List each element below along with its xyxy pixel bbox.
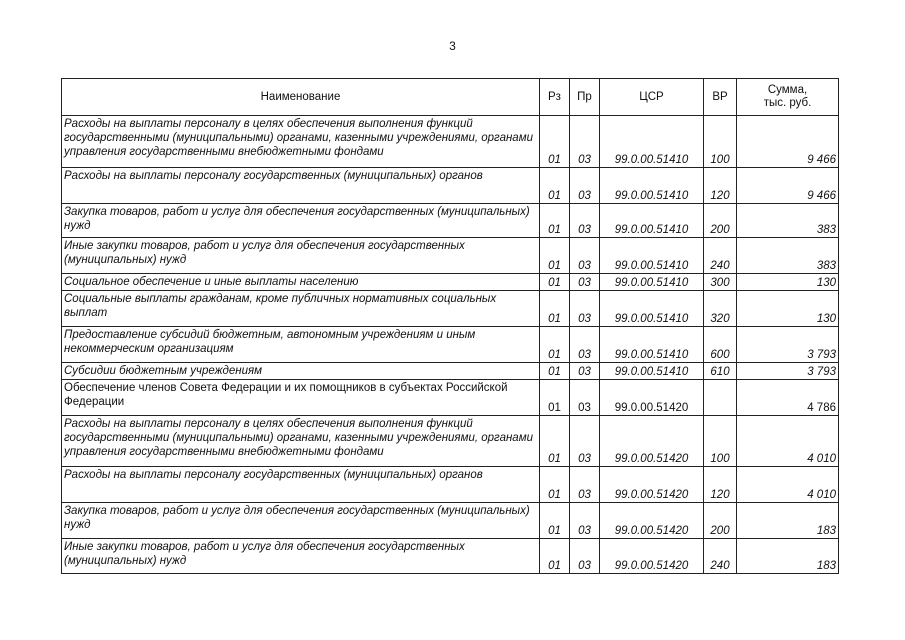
row-pr: 03 (570, 363, 600, 380)
row-sum: 4 010 (737, 416, 839, 467)
row-rz: 01 (540, 291, 570, 327)
row-vr: 120 (704, 168, 737, 204)
row-csr: 99.0.00.51410 (600, 116, 704, 168)
row-name: Иные закупки товаров, работ и услуг для обеспечения государственных (муниципальных) нужд (62, 238, 540, 274)
row-csr: 99.0.00.51410 (600, 204, 704, 238)
row-sum: 3 793 (737, 327, 839, 363)
header-name: Наименование (62, 79, 540, 116)
row-sum: 130 (737, 274, 839, 291)
row-pr: 03 (570, 539, 600, 574)
row-vr: 100 (704, 416, 737, 467)
row-csr: 99.0.00.51420 (600, 539, 704, 574)
row-sum: 9 466 (737, 168, 839, 204)
row-name: Расходы на выплаты персоналу в целях обеспечения выполнения функций государственными (муниципальными) органами, казенными учреждениями, органами управления государственными внебюджетными фондами (62, 116, 540, 168)
header-vr: ВР (704, 79, 737, 116)
row-vr: 120 (704, 467, 737, 503)
row-pr: 03 (570, 204, 600, 238)
row-vr: 200 (704, 503, 737, 539)
row-name: Расходы на выплаты персоналу государственных (муниципальных) органов (62, 168, 540, 204)
row-rz: 01 (540, 204, 570, 238)
row-name: Расходы на выплаты персоналу государственных (муниципальных) органов (62, 467, 540, 503)
row-name: Социальное обеспечение и иные выплаты населению (62, 274, 540, 291)
row-vr: 100 (704, 116, 737, 168)
row-sum: 9 466 (737, 116, 839, 168)
row-csr: 99.0.00.51420 (600, 467, 704, 503)
header-rz: Рз (540, 79, 570, 116)
row-pr: 03 (570, 238, 600, 274)
row-name: Расходы на выплаты персоналу в целях обеспечения выполнения функций государственными (муниципальными) органами, казенными учреждениями, органами управления государственными внебюджетными фондами (62, 416, 540, 467)
table-row (62, 380, 839, 416)
table-row (62, 363, 839, 380)
row-csr: 99.0.00.51410 (600, 168, 704, 204)
row-vr: 600 (704, 327, 737, 363)
row-rz: 01 (540, 503, 570, 539)
row-pr: 03 (570, 291, 600, 327)
table-row (62, 327, 839, 363)
row-sum: 3 793 (737, 363, 839, 380)
row-name: Предоставление субсидий бюджетным, автономным учреждениям и иным некоммерческим организациям (62, 327, 540, 363)
header-sum-line1: Сумма, (767, 84, 808, 96)
row-csr: 99.0.00.51410 (600, 291, 704, 327)
row-sum: 4 786 (737, 380, 839, 416)
table-row (62, 238, 839, 274)
table-row (62, 503, 839, 539)
row-rz: 01 (540, 416, 570, 467)
table-row (62, 116, 839, 168)
header-sum (737, 79, 839, 116)
table-row (62, 416, 839, 467)
row-vr: 240 (704, 539, 737, 574)
header-pr: Пр (570, 79, 600, 116)
row-vr (704, 380, 737, 416)
row-rz: 01 (540, 116, 570, 168)
row-sum: 183 (737, 503, 839, 539)
row-sum: 183 (737, 539, 839, 574)
row-name: Иные закупки товаров, работ и услуг для обеспечения государственных (муниципальных) нужд (62, 539, 540, 574)
row-pr: 03 (570, 467, 600, 503)
row-name: Субсидии бюджетным учреждениям (62, 363, 540, 380)
row-name: Социальные выплаты гражданам, кроме публичных нормативных социальных выплат (62, 291, 540, 327)
budget-table (61, 78, 839, 574)
row-rz: 01 (540, 238, 570, 274)
row-vr: 240 (704, 238, 737, 274)
table-row (62, 291, 839, 327)
row-sum: 383 (737, 204, 839, 238)
row-pr: 03 (570, 503, 600, 539)
row-sum: 130 (737, 291, 839, 327)
row-rz: 01 (540, 380, 570, 416)
row-csr: 99.0.00.51420 (600, 380, 704, 416)
row-rz: 01 (540, 363, 570, 380)
table-row (62, 274, 839, 291)
row-rz: 01 (540, 168, 570, 204)
row-vr: 300 (704, 274, 737, 291)
row-pr: 03 (570, 416, 600, 467)
row-pr: 03 (570, 380, 600, 416)
row-sum: 4 010 (737, 467, 839, 503)
row-csr: 99.0.00.51410 (600, 274, 704, 291)
table-header-row (62, 79, 839, 116)
table-row (62, 204, 839, 238)
row-name: Закупка товаров, работ и услуг для обеспечения государственных (муниципальных) нужд (62, 503, 540, 539)
row-name: Закупка товаров, работ и услуг для обеспечения государственных (муниципальных) нужд (62, 204, 540, 238)
row-pr: 03 (570, 274, 600, 291)
row-rz: 01 (540, 327, 570, 363)
row-csr: 99.0.00.51410 (600, 363, 704, 380)
row-rz: 01 (540, 467, 570, 503)
table-row (62, 168, 839, 204)
row-rz: 01 (540, 274, 570, 291)
header-sum-line2: тыс. руб. (763, 97, 812, 109)
table-row (62, 539, 839, 574)
row-csr: 99.0.00.51420 (600, 416, 704, 467)
row-csr: 99.0.00.51410 (600, 327, 704, 363)
row-csr: 99.0.00.51410 (600, 238, 704, 274)
row-vr: 200 (704, 204, 737, 238)
row-sum: 383 (737, 238, 839, 274)
row-vr: 610 (704, 363, 737, 380)
row-csr: 99.0.00.51420 (600, 503, 704, 539)
row-pr: 03 (570, 116, 600, 168)
row-pr: 03 (570, 168, 600, 204)
row-rz: 01 (540, 539, 570, 574)
table-row (62, 467, 839, 503)
row-vr: 320 (704, 291, 737, 327)
page-number: 3 (449, 39, 456, 53)
header-csr: ЦСР (600, 79, 704, 116)
row-pr: 03 (570, 327, 600, 363)
row-name: Обеспечение членов Совета Федерации и их помощников в субъектах Российской Федерации (62, 380, 540, 416)
